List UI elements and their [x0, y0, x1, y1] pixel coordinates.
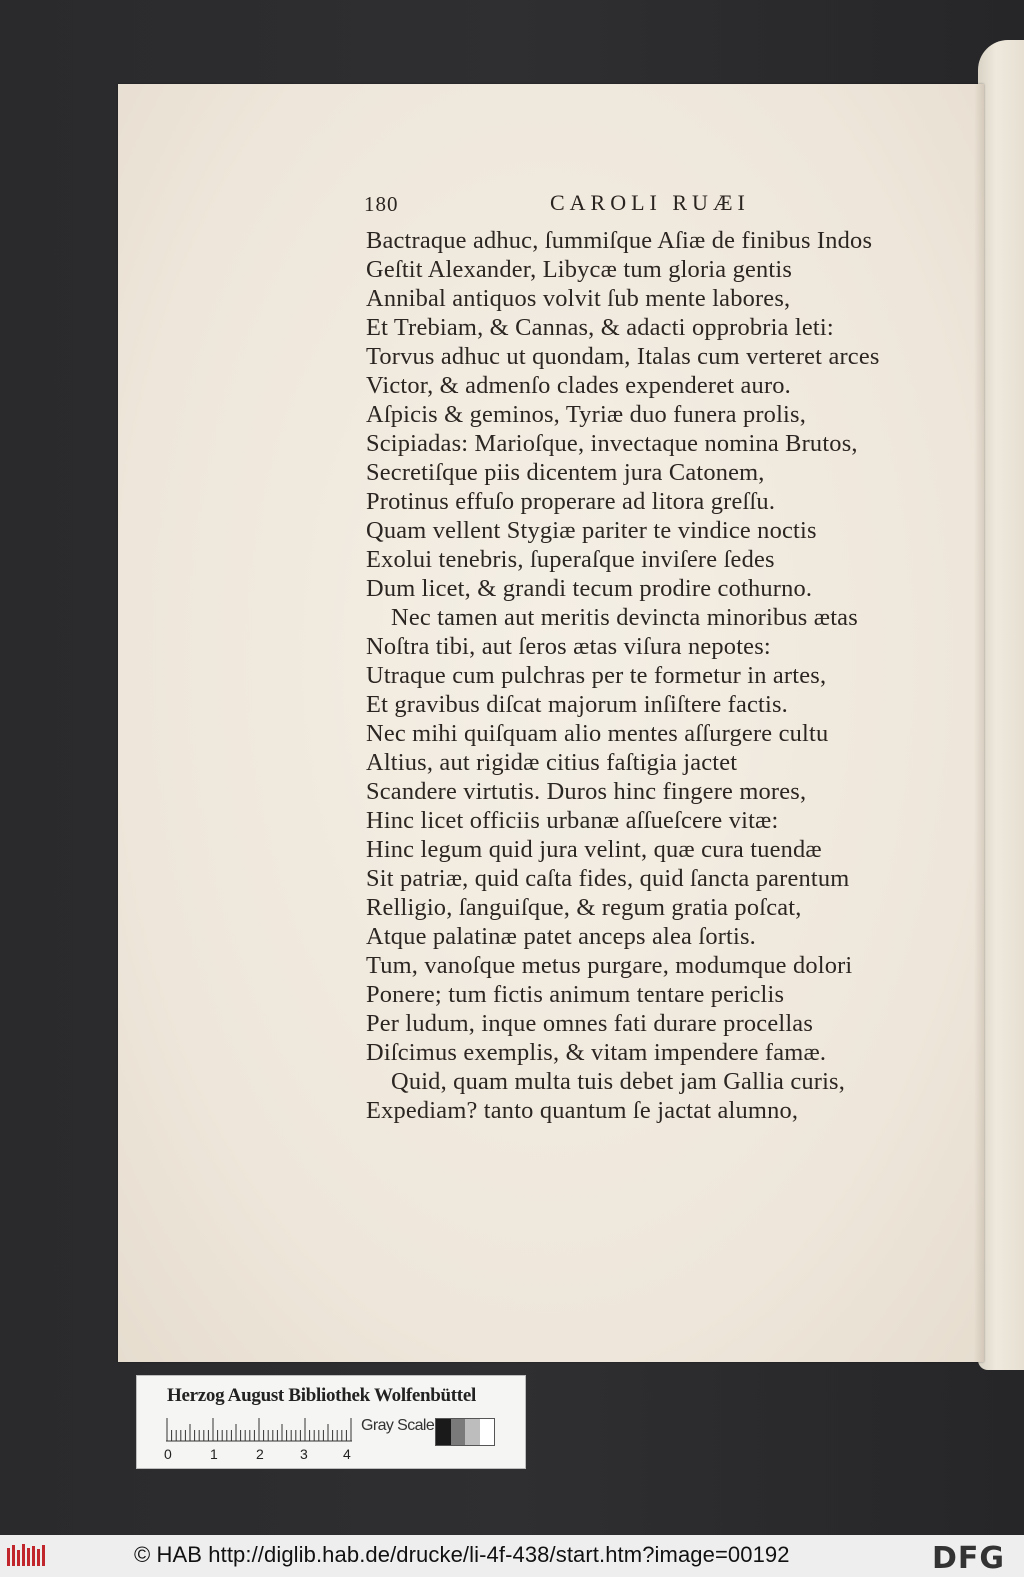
verse-line: Altius, aut rigidæ citius faſtigia jactet [366, 749, 738, 776]
verse-line: Relligio, ſanguiſque, & regum gratia poſcat, [366, 894, 802, 921]
verse-text [366, 226, 966, 1125]
verse-line: Dum licet, & grandi tecum prodire cothurno. [366, 575, 813, 602]
verse-line: Utraque cum pulchras per te formetur in artes, [366, 662, 827, 689]
verse-line: Quid, quam multa tuis debet jam Gallia curis, [391, 1068, 846, 1095]
running-head [364, 192, 944, 224]
verse-line: Scandere virtutis. Duros hinc fingere mores, [366, 778, 807, 805]
verse-line: Et Trebiam, & Cannas, & adacti opprobria leti: [366, 314, 834, 341]
verse-line: Nec tamen aut meritis devincta minoribus ætas [391, 604, 858, 631]
scale-number: 0 [164, 1446, 172, 1462]
verse-line: Protinus effuſo properare ad litora greſſu. [366, 488, 776, 515]
gray-swatch [465, 1419, 480, 1445]
gray-swatch [436, 1419, 451, 1445]
verse-line: Annibal antiquos volvit ſub mente labores, [366, 285, 791, 312]
verse-line: Secretiſque piis dicentem jura Catonem, [366, 459, 765, 486]
hab-logo-icon [6, 1542, 46, 1570]
library-name: Herzog August Bibliothek Wolfenbüttel [167, 1385, 476, 1406]
verse-line: Scipiadas: Marioſque, invectaque nomina Brutos, [366, 430, 858, 457]
footer-bar [0, 1535, 1024, 1577]
dfg-logo: DFG [932, 1541, 1006, 1576]
gray-scale-label: Gray Scale [361, 1417, 435, 1434]
page-number: 180 [364, 192, 399, 216]
scale-number: 4 [343, 1446, 351, 1462]
scale-number: 3 [300, 1446, 308, 1462]
verse-line: Diſcimus exemplis, & vitam impendere famæ. [366, 1039, 827, 1066]
ruler-scale [166, 1416, 352, 1442]
verse-line: Quam vellent Stygiæ pariter te vindice noctis [366, 517, 817, 544]
scale-number: 1 [210, 1446, 218, 1462]
running-title: CAROLI RUÆI [550, 190, 750, 215]
verse-line: Et gravibus diſcat majorum inſiſtere factis. [366, 691, 788, 718]
verse-line: Atque palatinæ patet anceps alea ſortis. [366, 923, 756, 950]
gray-swatches [435, 1418, 495, 1446]
verse-line: Aſpicis & geminos, Tyriæ duo funera prolis, [366, 401, 807, 428]
gray-swatch [451, 1419, 466, 1445]
verse-line: Hinc legum quid jura velint, quæ cura tuendæ [366, 836, 822, 863]
copyright-url[interactable]: © HAB http://diglib.hab.de/drucke/li-4f-438/start.htm?image=00192 [134, 1542, 790, 1567]
verse-line: Victor, & admenſo clades expenderet auro. [366, 372, 791, 399]
adjacent-page-edge [978, 40, 1024, 1370]
verse-line: Geſtit Alexander, Libycæ tum gloria gentis [366, 256, 793, 283]
color-calibration-bar [136, 1375, 526, 1469]
verse-line: Ponere; tum fictis animum tentare periclis [366, 981, 785, 1008]
scale-number: 2 [256, 1446, 264, 1462]
book-page [118, 84, 984, 1362]
verse-line: Per ludum, inque omnes fati durare procellas [366, 1010, 814, 1037]
verse-line: Noſtra tibi, aut ſeros ætas viſura nepotes: [366, 633, 771, 660]
verse-line: Bactraque adhuc, ſummiſque Aſiæ de finibus Indos [366, 227, 873, 254]
verse-line: Hinc licet officiis urbanæ aſſueſcere vitæ: [366, 807, 779, 834]
verse-line: Nec mihi quiſquam alio mentes aſſurgere cultu [366, 720, 829, 747]
verse-line: Torvus adhuc ut quondam, Italas cum verteret arces [366, 343, 880, 370]
page-edge-shadow [974, 84, 984, 1362]
verse-line: Expediam? tanto quantum ſe jactat alumno, [366, 1097, 799, 1124]
gray-swatch [480, 1419, 495, 1445]
verse-line: Exolui tenebris, ſuperaſque inviſere ſedes [366, 546, 775, 573]
verse-line: Sit patriæ, quid caſta fides, quid ſancta parentum [366, 865, 850, 892]
verse-line: Tum, vanoſque metus purgare, modumque dolori [366, 952, 853, 979]
